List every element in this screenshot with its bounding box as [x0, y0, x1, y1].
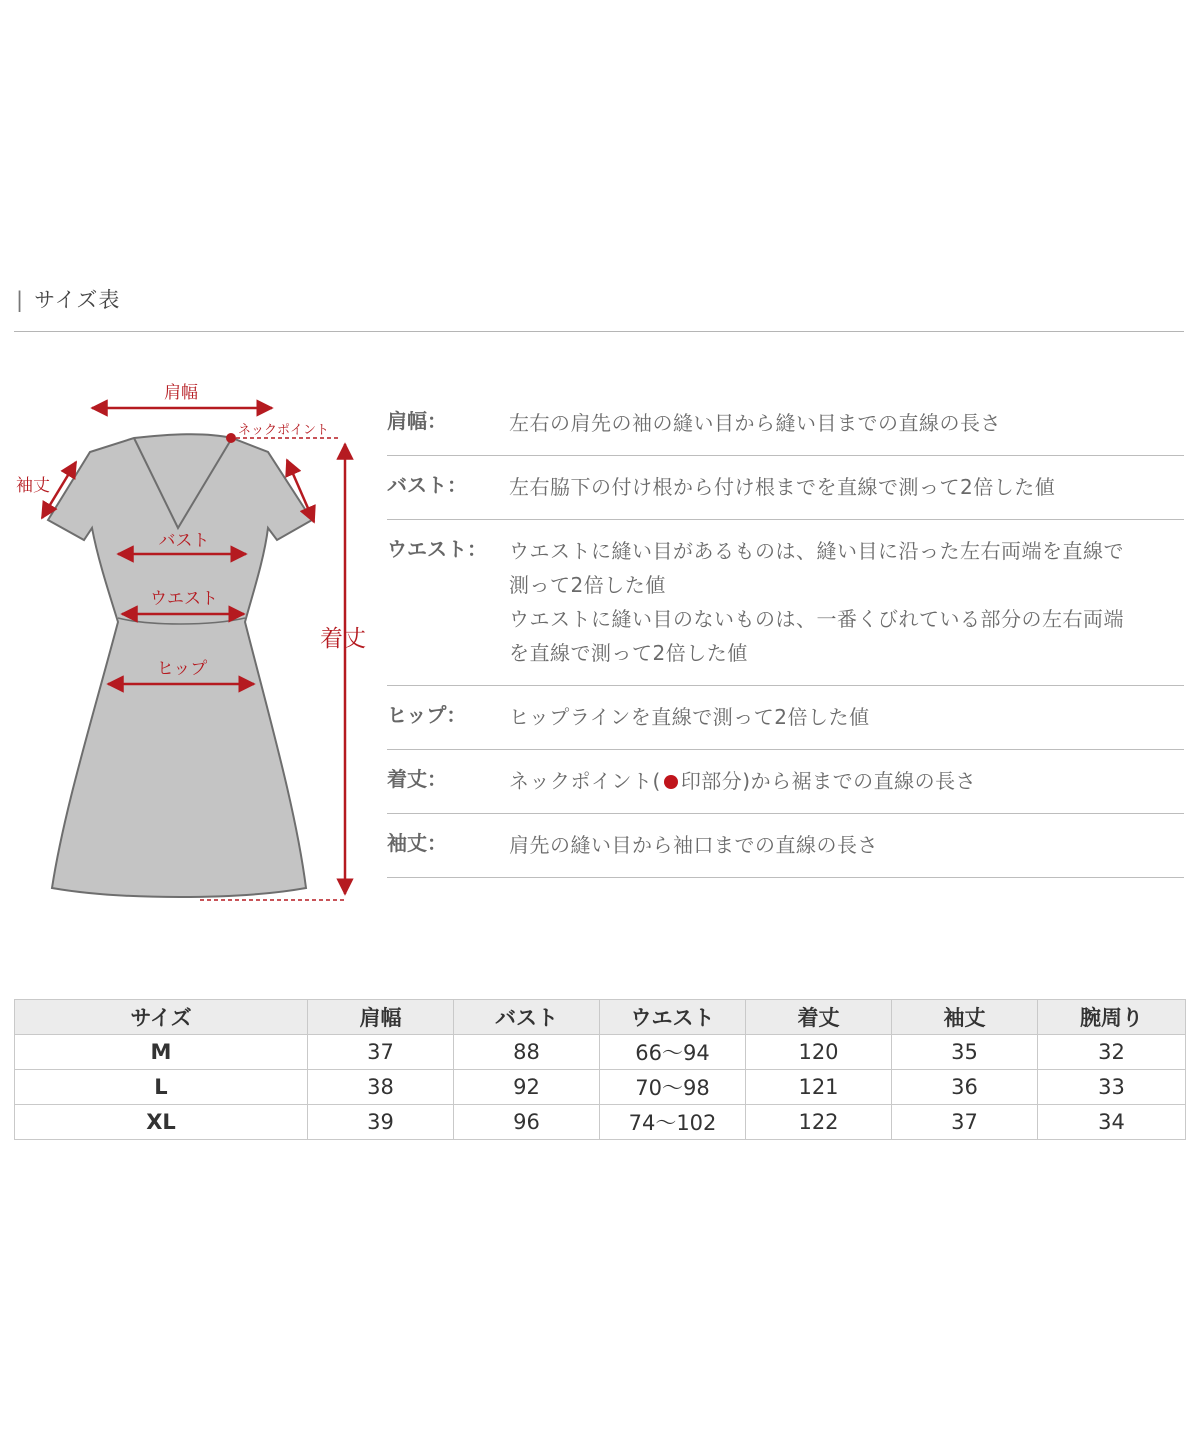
definition-row-length	[387, 750, 1184, 814]
table-cell: 96	[454, 1105, 600, 1140]
title-bar-mark: |	[16, 288, 25, 312]
definition-text	[509, 470, 1184, 504]
definition-text	[509, 828, 1184, 862]
definition-row-shoulder	[387, 392, 1184, 456]
neck-point-dot-icon	[664, 775, 678, 789]
section-title-text: サイズ表	[34, 288, 121, 312]
column-header: バスト	[454, 1000, 600, 1035]
neck-point-label: ネックポイント	[238, 423, 330, 438]
column-header: ウエスト	[600, 1000, 746, 1035]
waist-label: ウエスト	[150, 589, 218, 609]
table-cell: 74〜102	[600, 1105, 746, 1140]
definition-line: ヒップラインを直線で測って2倍した値	[509, 705, 870, 729]
table-cell: 37	[892, 1105, 1038, 1140]
definition-line: ウエストに縫い目があるものは、縫い目に沿った左右両端を直線で	[509, 539, 1124, 563]
table-row	[15, 1070, 1186, 1105]
sleeve-label: 袖丈	[16, 476, 50, 496]
size-table	[14, 999, 1186, 1140]
section-title	[16, 284, 120, 314]
definition-line: 左右の肩先の袖の縫い目から縫い目までの直線の長さ	[509, 411, 1001, 435]
definition-line: 肩先の縫い目から袖口までの直線の長さ	[509, 833, 878, 857]
definition-term: ヒップ：	[387, 703, 467, 727]
column-header: 肩幅	[308, 1000, 454, 1035]
definition-term: ウエスト：	[387, 537, 487, 561]
definition-line: 測って2倍した値	[509, 573, 666, 597]
table-row	[15, 1035, 1186, 1070]
definition-term: 袖丈：	[387, 831, 447, 855]
table-cell: XL	[15, 1105, 308, 1140]
definition-text-after: 印部分)から裾までの直線の長さ	[680, 769, 977, 793]
table-header-row	[15, 1000, 1186, 1035]
definition-term: 着丈：	[387, 767, 447, 791]
table-cell: 121	[746, 1070, 892, 1105]
definition-row-bust	[387, 456, 1184, 520]
definition-text	[509, 406, 1184, 440]
table-cell: M	[15, 1035, 308, 1070]
table-row	[15, 1105, 1186, 1140]
column-header: 袖丈	[892, 1000, 1038, 1035]
hip-label: ヒップ	[156, 659, 208, 679]
definition-line: 左右脇下の付け根から付け根までを直線で測って2倍した値	[509, 475, 1056, 499]
table-cell: 32	[1038, 1035, 1186, 1070]
definition-text	[509, 534, 1184, 670]
definition-text	[509, 700, 1184, 734]
definition-row-waist	[387, 520, 1184, 686]
definition-line: ウエストに縫い目のないものは、一番くびれている部分の左右両端	[509, 607, 1124, 631]
definition-term: 肩幅：	[387, 409, 447, 433]
table-cell: 122	[746, 1105, 892, 1140]
table-cell: 39	[308, 1105, 454, 1140]
definition-text	[509, 764, 1184, 798]
table-cell: 66〜94	[600, 1035, 746, 1070]
definition-row-hip	[387, 686, 1184, 750]
column-header: 腕周り	[1038, 1000, 1186, 1035]
bust-label: バスト	[158, 531, 210, 551]
table-cell: 33	[1038, 1070, 1186, 1105]
table-cell: 38	[308, 1070, 454, 1105]
definition-line	[509, 764, 1184, 798]
definition-text-before: ネックポイント(	[509, 769, 661, 793]
column-header: 着丈	[746, 1000, 892, 1035]
table-cell: 70〜98	[600, 1070, 746, 1105]
table-cell: 34	[1038, 1105, 1186, 1140]
table-cell: 120	[746, 1035, 892, 1070]
definition-term: バスト：	[387, 473, 467, 497]
neck-point-dot	[226, 433, 236, 443]
table-cell: 36	[892, 1070, 1038, 1105]
column-header: サイズ	[15, 1000, 308, 1035]
table-cell: 35	[892, 1035, 1038, 1070]
table-cell: 92	[454, 1070, 600, 1105]
measurement-definitions	[387, 392, 1184, 878]
definition-row-sleeve	[387, 814, 1184, 878]
dress-measurement-diagram	[0, 360, 380, 920]
title-divider	[14, 331, 1184, 332]
dress-diagram-svg	[0, 360, 380, 920]
length-label: 着丈	[320, 626, 366, 652]
table-cell: 37	[308, 1035, 454, 1070]
table-cell: L	[15, 1070, 308, 1105]
shoulder-label: 肩幅	[164, 383, 198, 403]
definition-line: を直線で測って2倍した値	[509, 641, 748, 665]
table-cell: 88	[454, 1035, 600, 1070]
